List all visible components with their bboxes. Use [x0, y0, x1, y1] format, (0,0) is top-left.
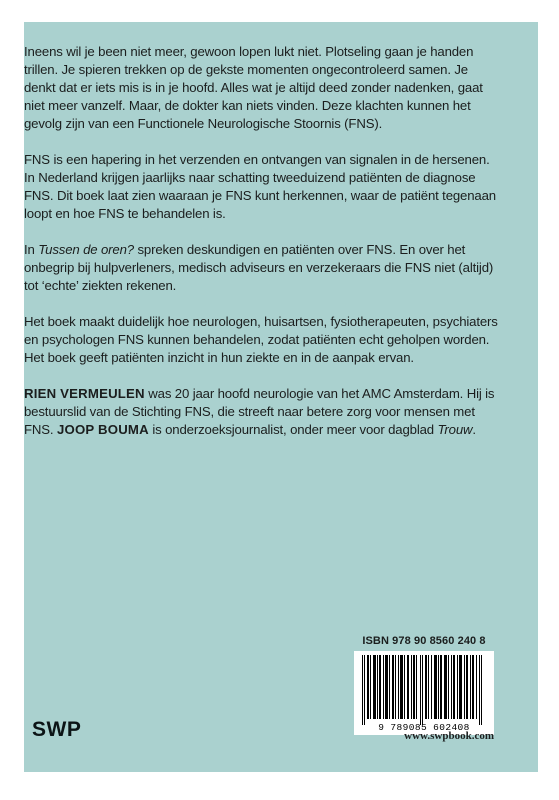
blurb-paragraph-1: Ineens wil je been niet meer, gewoon lopen lukt niet. Plotseling gaan je handen trillen. Je spieren trekken op de gekste momenten ongecontroleerd samen. Je denkt dat er iets mis is in je hoofd. Alles wat je altijd deed zonder nadenken, gaat niet meer vanzelf. Maar, de dokter kan niets vinden. Deze klachten kunnen het gevolg zijn van een Functionele Neurologische Stoornis (FNS).	[24, 44, 483, 131]
p3-intro: In	[24, 242, 39, 257]
author-bio-mid: was 20 jaar hoofd neurologie van het AMC Amsterdam. Hij is bestuurslid van de Stichting FNS, die streeft naar betere zorg voor mensen met FNS.	[24, 386, 495, 437]
author-name-1: RIEN VERMEULEN	[24, 386, 145, 401]
publisher-website: www.swpbook.com	[404, 730, 494, 742]
blurb-paragraph-4: Het boek maakt duidelijk hoe neurologen, huisartsen, fysiotherapeuten, psychiaters en psychologen FNS kunnen behandelen, zodat patiënten echt geholpen worden. Het boek geeft patiënten inzicht in hun ziekte en in de aanpak ervan.	[24, 314, 498, 365]
blurb-paragraph-3	[24, 241, 498, 295]
author-name-2: JOOP BOUMA	[56, 422, 149, 437]
publisher-logo: SWP	[32, 718, 82, 741]
barcode-digits: 9 789085 602408	[378, 722, 470, 733]
isbn-block	[354, 634, 494, 735]
barcode	[354, 651, 494, 735]
book-title: Tussen de oren?	[38, 242, 134, 257]
author-bio	[24, 385, 498, 439]
blurb-paragraph-2: FNS is een hapering in het verzenden en ontvangen van signalen in de hersenen. In Nederland krijgen jaarlijks naar schatting tweeduizend patiënten de diagnose FNS. Dit boek laat zien waaraan je FNS kunt herkennen, waar de patiënt tegenaan loopt en hoe FNS te behandelen is.	[24, 152, 496, 221]
p3-body: spreken deskundigen en patiënten over FNS. En over het onbegrip bij hulpverleners, medisch adviseurs en verzekeraars die FNS niet (altijd) tot ‘echte’ ziekten rekenen.	[24, 242, 494, 293]
author-bio-post: is onderzoeksjournalist, onder meer voor dagblad	[148, 422, 438, 437]
blurb	[24, 43, 498, 457]
author-bio-end: .	[472, 422, 476, 437]
isbn-label: ISBN 978 90 8560 240 8	[362, 635, 486, 647]
newspaper-name: Trouw	[437, 422, 473, 437]
